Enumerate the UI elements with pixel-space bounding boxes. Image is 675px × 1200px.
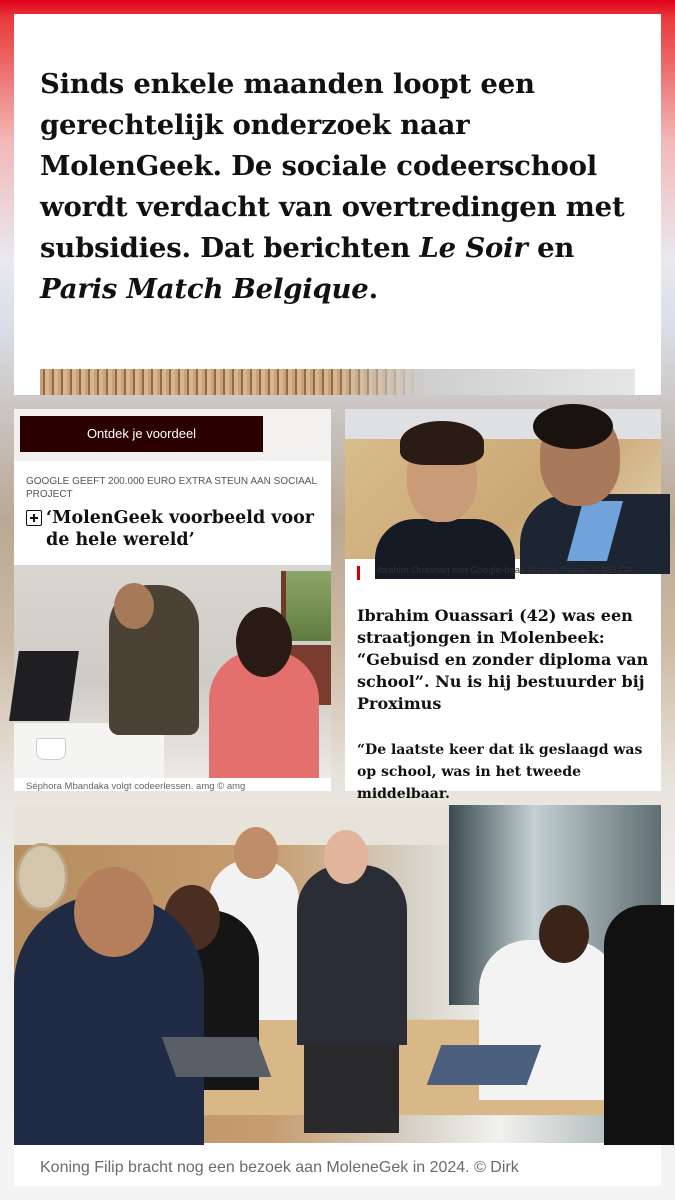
event-photo [14, 805, 661, 1143]
wall-logo-shape [16, 843, 68, 911]
plus-icon [26, 510, 42, 526]
person-woman-head [236, 607, 292, 677]
left-article-card[interactable] [14, 409, 331, 791]
headline-source-le-soir: Le Soir [419, 232, 528, 264]
person-man-head [114, 583, 154, 629]
person-hair [400, 421, 484, 465]
photo-peek-strip [40, 369, 635, 395]
person-4-head [324, 830, 368, 884]
cta-band [14, 409, 331, 461]
portrait-caption: Ibrahim Ouassari met Google-baas Sundar Pichai. © BELGA [357, 564, 652, 577]
article-quote: “De laatste keer dat ik geslaagd was op school, was in het tweede middelbaar. [357, 742, 643, 802]
person-3-head [234, 827, 278, 879]
headline-and: en [527, 232, 575, 264]
headline-part-1: Sinds enkele maanden loopt een gerechtelijk onderzoek naar MolenGeek. De sociale codeerschool wordt verdacht van overtredingen met subsidies. Dat berichten [40, 68, 625, 264]
laptop-shape [9, 651, 79, 721]
person-1-head [74, 867, 154, 957]
article-title-link[interactable]: Ibrahim Ouassari (42) was een straatjongen in Molenbeek: “Gebuisd en zonder diploma van school”. Nu is hij bestuurder bij Proximus [357, 606, 649, 713]
article-title-row[interactable] [26, 507, 319, 551]
office-photo [14, 565, 331, 778]
laptop-2-shape [427, 1045, 542, 1085]
office-photo-caption: Séphora Mbandaka volgt codeerlessen. amg © amg [26, 781, 246, 792]
bottom-photo-card [14, 805, 661, 1186]
headline-text [40, 64, 635, 310]
person-6-body [604, 905, 674, 1145]
headline-end: . [368, 273, 378, 305]
headline-source-paris-match: Paris Match Belgique [40, 273, 369, 305]
person-5-head [539, 905, 589, 963]
other-person-hair [533, 404, 613, 449]
article-title-link[interactable]: ‘MolenGeek voorbeeld voor de hele wereld’ [46, 508, 315, 550]
article-kicker: GOOGLE GEEFT 200.000 EURO EXTRA STEUN AAN SOCIAAL PROJECT [26, 476, 317, 500]
right-article-card[interactable] [345, 409, 661, 802]
laptop-1-shape [162, 1037, 272, 1077]
event-photo-caption: Koning Filip bracht nog een bezoek aan MoleneGek in 2024. © Dirk [40, 1159, 519, 1176]
headline-card [14, 14, 661, 395]
person-4-body [297, 865, 407, 1045]
discover-benefit-button[interactable]: Ontdek je voordeel [20, 416, 263, 452]
portrait-photo [345, 409, 661, 559]
cup-shape [36, 738, 66, 760]
